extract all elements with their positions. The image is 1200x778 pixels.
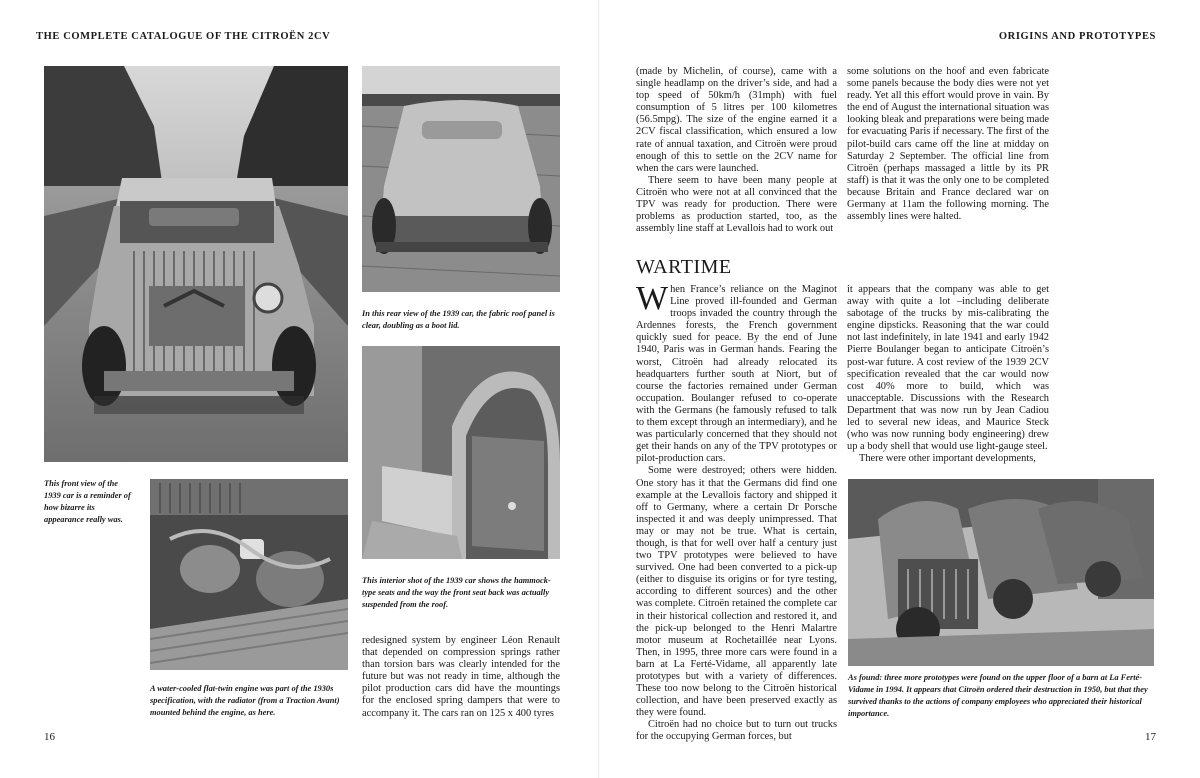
right-top-column-1 — [636, 66, 837, 235]
right-page — [600, 0, 1200, 778]
wartime-column-1 — [636, 280, 837, 744]
paragraph: Some were destroyed; others were hidden. One story has it that the Germans did find one example at the Levallois factory and shipped it off to Germany, where a certain Dr Porsche inspected it and was deeply unimpressed. That may or may not be true. What is certain, though, is that for well over half a century just two TPV prototypes were believed to have survived. One had been converted to a pick-up (either to disguise its origins or for tyre testing, according to different sources) and the other was complete. Citroën retained the complete car in their historical collection and restored it, and the pick-up belonged to the Henri Malartre motor museum at Rochetaillée near Lyons. Then, in 1995, three more cars were found in a barn at La Ferté-Vidame, all apparently late prototypes but with a variety of differences. These too now belong to the Citroën historical collection, and have been preserved exactly as they were found. — [636, 465, 837, 719]
paragraph: There were other important developments, — [859, 453, 1036, 465]
paragraph: Citroën had no choice but to turn out trucks for the occupying German forces, but — [636, 719, 837, 743]
paragraph: some solutions on the hoof and even fabricate some panels because the body dies were not yet ready. Yet all this effort would prove in vain. By the end of August the international situation was looking bleak and preparations were being made for evacuating Paris if necessary. The first of the pilot-build cars came off the line at midday on Saturday 2 September. The official line from Citroën (perhaps massaged a little by its PR staff) is that it was the only one to be completed because Britain and France declared war on Germany at 11am the following morning. The assembly lines were halted. — [847, 66, 1049, 223]
caption-engine: A water-cooled flat-twin engine was part of the 1930s specification, with the radiator (from a Traction Avant) mounted behind the engine, as here. — [150, 684, 340, 717]
photo-rear-view — [362, 66, 560, 292]
paragraph: it appears that the company was able to get away with quite a lot –including deliberate sabotage of the trucks by mis-calibrating the engine dipsticks. Reasoning that the war could not last indefinitely, in late 1941 and early 1942 Pierre Boulanger began to anticipate Citroën’s post-war future. A cost review of the 1939 2CV specification revealed that the car would now cost 40% more to build, which was unacceptable. Discussions with the Research Department that was now run by Jean Cadiou led to several new ideas, and Maurice Steck (who was now running body engineering) drew up a body shell that would use light-gauge steel. — [847, 284, 1049, 453]
page-number-right: 17 — [1145, 731, 1156, 743]
photo-front-view — [44, 66, 348, 462]
caption-rear-view: In this rear view of the 1939 car, the fabric roof panel is clear, doubling as a boot lid. — [362, 309, 555, 330]
caption-front-view: This front view of the 1939 car is a reminder of how bizarre its appearance really was. — [44, 479, 131, 524]
photo-engine — [150, 479, 348, 670]
paragraph: (made by Michelin, of course), came with a single headlamp on the driver’s side, and had a top speed of 50km/h (31mph) with fuel consumption of 5 litres per 100 kilometres (56.5mpg). The size of the engine earned it a 2CV fiscal classification, which ensured a low rate of annual taxation, and Citroën were proud enough of this to settle on the 2CV name for when the cars were launched. — [636, 66, 837, 174]
paragraph: hen France’s reliance on the Maginot Line proved ill-founded and German troops invaded the country through the Ardennes forests, the French government quickly sued for peace. By the end of June 1940, Paris was in German hands. Fearing the worst, Citroën had already relocated its headquarters further south at Niort, but of course the factories remained under German occupation. Boulanger refused to co-operate with the Germans (he famously refused to talk to them except through an intermediary), and he was particularly concerned that they should not get their hands on any of the TPV prototypes or pilot-production cars. — [636, 284, 837, 465]
paragraph: redesigned system by engineer Léon Renault that depended on compression springs rather than torsion bars was clearly intended for the future but was not ready in time, although the pilot production cars did have the mountings for the enclosed spring dampers that were to accompany it. The cars ran on 125 x 400 tyres — [362, 635, 560, 719]
paragraph: There seem to have been many people at Citroën who were not at all convinced that the TPV was ready for production. There were problems as production started, too, as the assembly line staff at Levallois had to work out — [636, 174, 837, 235]
page-number-left: 16 — [44, 731, 55, 743]
left-page-text-column — [362, 635, 560, 720]
section-heading-wartime: WARTIME — [636, 256, 732, 278]
photo-barn-prototypes — [848, 479, 1154, 666]
running-header-right: ORIGINS AND PROTOTYPES — [998, 31, 1156, 42]
caption-barn-prototypes: As found: three more prototypes were found on the upper floor of a barn at La Ferté-Vidame in 1994. It appears that Citroën ordered their destruction in 1950, but that they survived thanks to the actions of company employees who appreciated their historical importance. — [848, 673, 1148, 718]
right-top-column-2 — [847, 66, 1049, 223]
photo-interior — [362, 346, 560, 559]
wartime-column-2 — [847, 284, 1049, 465]
caption-interior: This interior shot of the 1939 car shows the hammock-type seats and the way the front seat back was actually suspended from the roof. — [362, 576, 551, 609]
running-header-left: THE COMPLETE CATALOGUE OF THE CITROËN 2CV — [36, 31, 331, 42]
drop-cap: W — [636, 280, 669, 317]
